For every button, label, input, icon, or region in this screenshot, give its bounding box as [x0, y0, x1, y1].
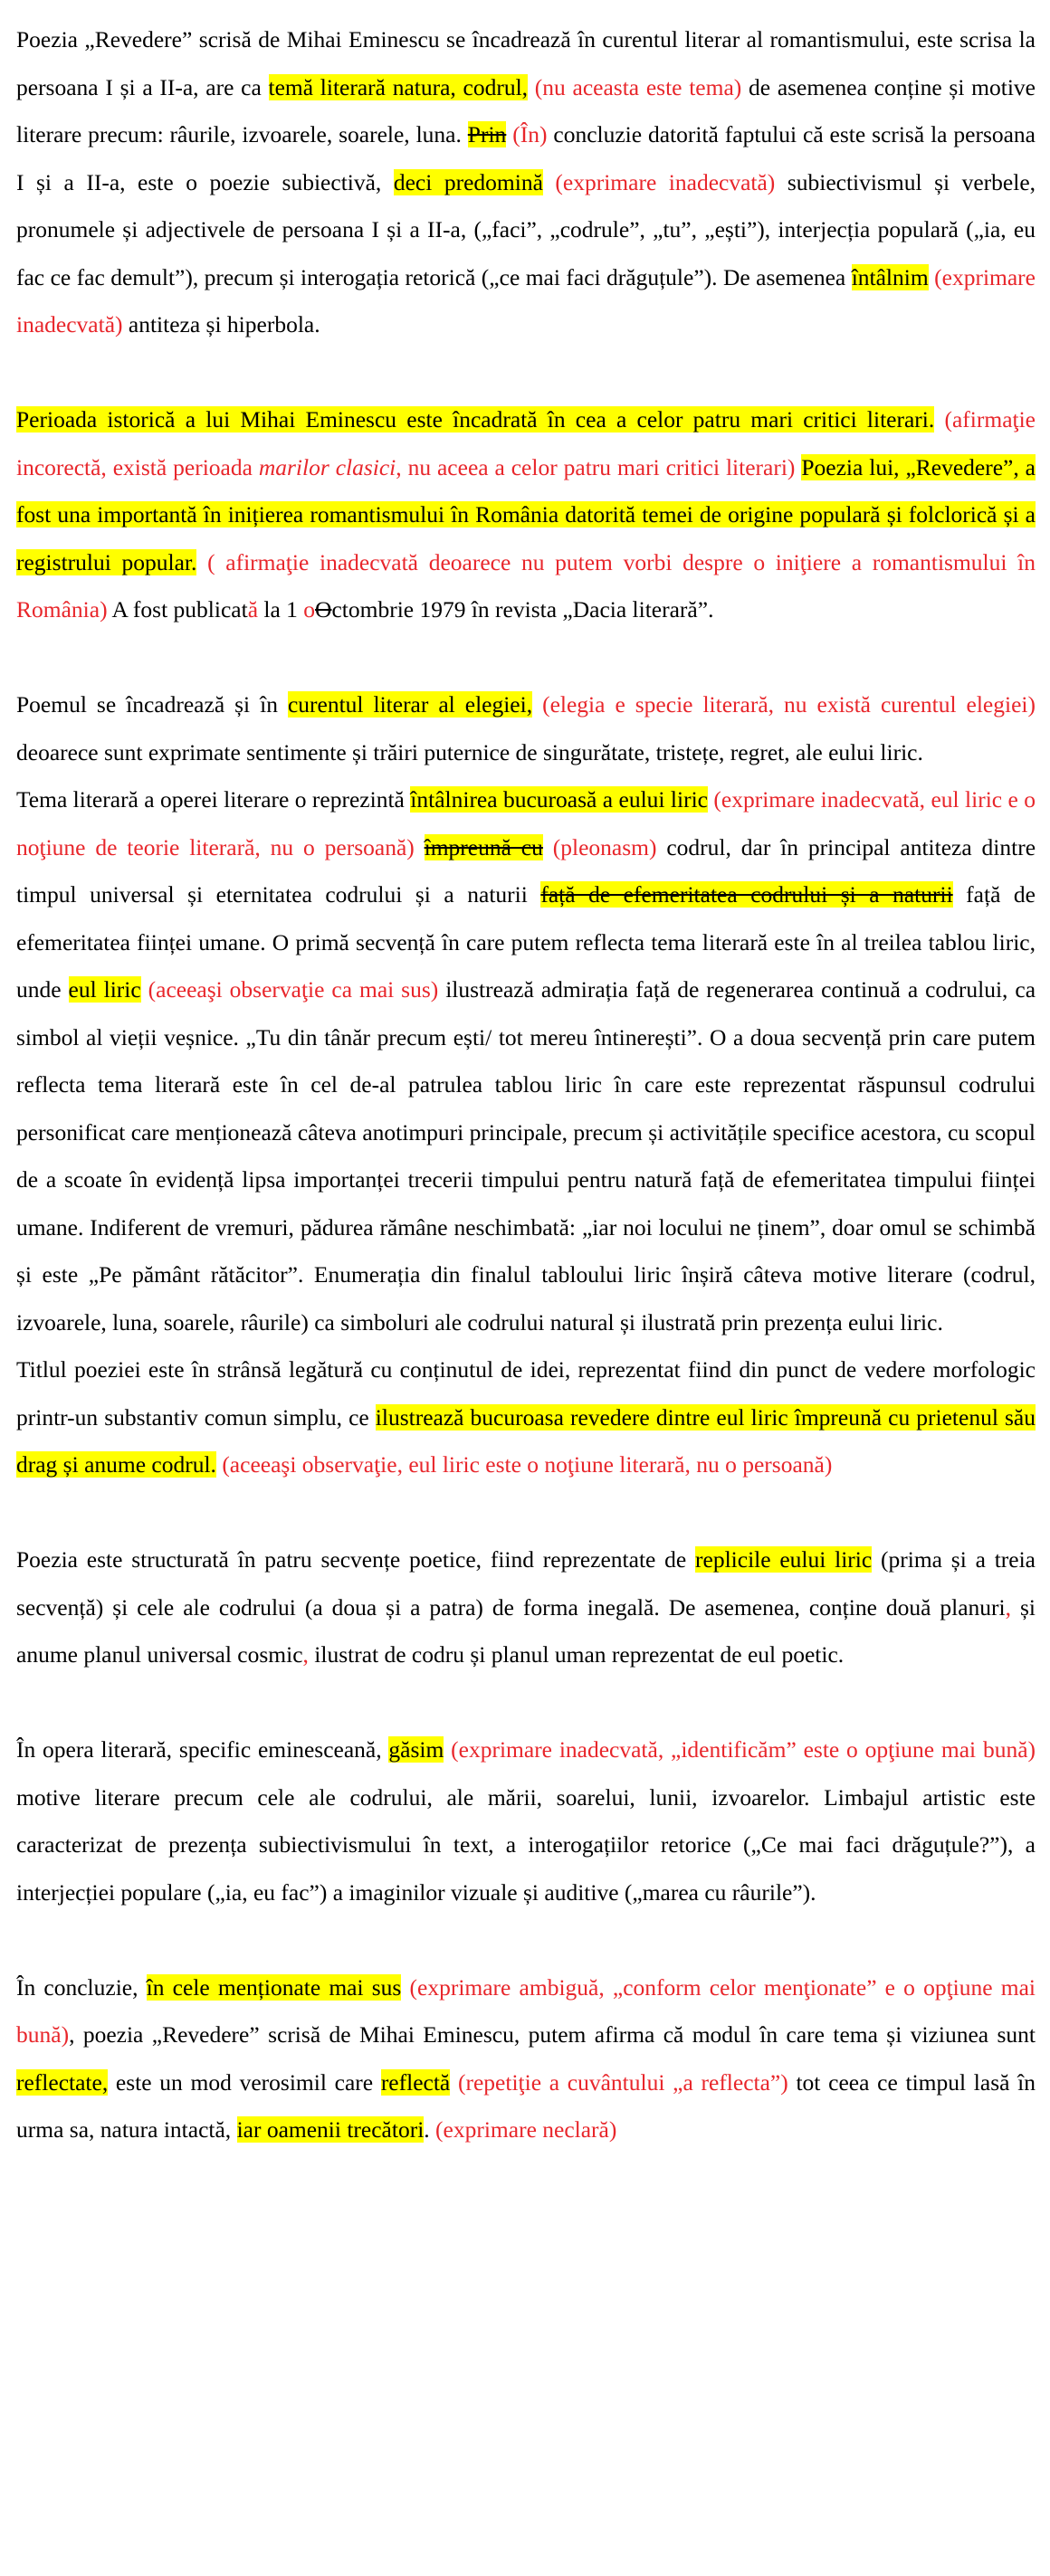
- text-run: (prima și a treia secvență) și cele ale codrului (a doua și a patra) de forma inegală. De asemenea, conține două planuri: [16, 1546, 1036, 1621]
- text-run: [141, 976, 148, 1003]
- correction-note: (exprimare inadecvată): [555, 168, 776, 195]
- text-run: codrul, dar în principal antiteza dintre timpul universal și eternitatea codrului și a naturii: [16, 833, 1036, 908]
- highlighted-text: Poezia lui, „Revedere”, a fost una importantă în inițierea romantismului în România datorită temei de origine populară și folclorică și a registrului popular.: [16, 453, 1036, 575]
- text-run: În opera literară, specific eminesceană,: [16, 1736, 389, 1763]
- text-run: [415, 834, 425, 860]
- correction-note: (nu aceasta este tema): [534, 73, 742, 100]
- text-run: tot ceea ce timpul lasă în urma sa, natura intactă,: [16, 2068, 1036, 2143]
- correction-note: (pleonasm): [552, 833, 657, 860]
- highlighted-text: temă literară natura, codrul,: [268, 73, 529, 100]
- paragraph: [16, 16, 1036, 349]
- text-run: de asemenea conține și motive literare precum: râurile, izvoarele, soarele, luna.: [16, 73, 1036, 147]
- text-run: la 1: [258, 596, 304, 623]
- correction-note: (exprimare ambiguă, „conform celor menţionate” e o opţiune mai bună): [16, 1973, 1036, 2048]
- text-run: [543, 834, 553, 860]
- text-run: , poezia „Revedere” scrisă de Mihai Eminescu, putem afirma că modul în care tema și viziunea sunt: [69, 2021, 1036, 2048]
- text-run: și anume planul universal cosmic: [16, 1593, 1036, 1668]
- correction-note: (afirmaţie incorectă, există perioada: [16, 406, 1036, 480]
- text-run: [401, 1974, 409, 2001]
- correction-note: (aceeaşi observaţie ca mai sus): [148, 976, 439, 1003]
- highlighted-text: în cele menționate mai sus: [146, 1973, 402, 2001]
- text-run: Poemul se încadrează și în: [16, 691, 288, 718]
- text-run: [934, 406, 944, 433]
- text-run: ilustrează admirația față de regenerarea continuă a codrului, ca simbol al vieții veșnice. „Tu din tânăr precum ești/ tot mereu întinerești”. O a doua secvență prin care putem reflecta tema literară este în cel de-al patrulea tablou liric în care este reprezentat răspunsul codrului personificat care menționează câteva anotimpuri principale, precum și activitățile specifice acestora, cu scopul de a scoate în evidență lipsa importanței trecerii timpului pentru natură față de efemeritatea timpului ființei umane. Indiferent de vremuri, pădurea rămâne neschimbată: „iar noi locului ne ținem”, doar omul se schimbă și este „Pe pământ rătăcitor”. Enumerația din finalul tabloului liric înșiră câteva motive literare (codrul, izvoarele, luna, soarele, râurile) ca simboluri ale codrului natural și ilustrată prin prezența eului liric.: [16, 976, 1036, 1336]
- text-run: [532, 691, 542, 718]
- text-run: față de efemeritatea ființei umane. O primă secvență în care putem reflecta tema literară este în al treilea tablou liric, unde: [16, 881, 1036, 1003]
- correction-note: o: [303, 596, 316, 623]
- deleted-text: O: [315, 596, 332, 623]
- text-run: motive literare precum cele ale codrului, ale mării, soarelui, lunii, izvoarelor. Limbajul artistic este caracterizat de prezența subiectivismului în text, a interogațiilor retorice („Ce mai faci drăguțule?”), a interjecției populare („ia, eu fac”) a imaginilor vizuale și auditive („marea cu râurile”).: [16, 1783, 1036, 1906]
- correction-note: ă: [247, 596, 259, 623]
- highlighted-text: reflectă: [380, 2068, 451, 2096]
- paragraph: [16, 396, 1036, 634]
- paragraph: [16, 681, 1036, 776]
- correction-note: (În): [512, 121, 548, 147]
- text-run: ilustrat de codru și planul uman reprezentat de eul poetic.: [308, 1641, 845, 1668]
- highlighted-text: găsim: [388, 1736, 444, 1763]
- correction-note: (exprimare inadecvată, „identificăm” este o opţiune mai bună): [451, 1736, 1036, 1763]
- text-run: [196, 549, 207, 575]
- text-run: Poezia „Revedere” scrisă de Mihai Eminescu se încadrează în curentul literar al romantismului, este scrisa la persoana I și a II-a, are ca: [16, 26, 1036, 100]
- highlighted-text: curentul literar al elegiei,: [287, 691, 533, 718]
- text-run: A fost publicat: [107, 596, 248, 623]
- text-run: antiteza și hiperbola.: [122, 311, 320, 337]
- highlighted-text: întâlnim: [851, 263, 929, 290]
- text-run: [528, 74, 535, 100]
- essay-document: [16, 16, 1036, 2154]
- text-run: Titlul poeziei este în strânsă legătură cu conținutul de idei, reprezentat fiind din punct de vedere morfologic printr-un substantiv comun simplu, ce: [16, 1356, 1036, 1431]
- text-run: este un mod verosimil care: [108, 2068, 381, 2096]
- paragraph: [16, 1346, 1036, 1489]
- highlighted-text: întâlnirea bucuroasă a eului liric: [410, 786, 708, 813]
- highlighted-text: iar oamenii trecători: [236, 2116, 425, 2143]
- correction-note-italic: marilor clasici: [258, 453, 396, 480]
- correction-note: (elegia e specie literară, nu există curentul elegiei): [542, 691, 1036, 718]
- paragraph: [16, 1536, 1036, 1679]
- correction-note: (repetiţie a cuvântului „a reflecta”): [457, 2068, 788, 2096]
- correction-note: (exprimare neclară): [435, 2116, 617, 2143]
- text-run: [543, 169, 556, 195]
- highlighted-text: reflectate,: [16, 2068, 109, 2096]
- highlighted-text: deci predomină: [393, 168, 543, 195]
- highlighted-text: Perioada istorică a lui Mihai Eminescu este încadrată în cea a celor patru mari critici literari.: [16, 406, 935, 433]
- correction-note: , nu aceea a celor patru mari critici literari): [396, 453, 796, 480]
- highlighted-deleted-text: față de efemeritatea codrului și a naturii: [540, 881, 953, 908]
- paragraph: [16, 1726, 1036, 1916]
- correction-note: (aceeaşi observaţie, eul liric este o noţiune literară, nu o persoană): [222, 1451, 833, 1478]
- text-run: [450, 2069, 458, 2096]
- highlighted-text: eul liric: [68, 976, 141, 1003]
- text-run: deoarece sunt exprimate sentimente și trăiri puternice de singurătate, tristețe, regret, ale eului liric.: [16, 738, 923, 765]
- correction-note: (exprimare inadecvată, eul liric e o noţiune de teorie literară, nu o persoană): [16, 786, 1036, 860]
- text-run: Poezia este structurată în patru secvențe poetice, fiind reprezentate de: [16, 1546, 696, 1573]
- highlighted-text: replicile eului liric: [695, 1546, 873, 1573]
- paragraph: [16, 1964, 1036, 2154]
- paragraph: [16, 776, 1036, 1346]
- text-run: În concluzie,: [16, 1973, 147, 2001]
- text-run: concluzie datorită faptului că este scrisă la persoana I și a II-a, este o poezie subiectivă,: [16, 121, 1036, 195]
- correction-note: ( afirmaţie inadecvată deoarece nu putem vorbi despre o iniţiere a romantismului în România): [16, 548, 1036, 623]
- correction-note: ,: [1005, 1593, 1012, 1621]
- text-run: .: [424, 2116, 436, 2143]
- text-run: [444, 1736, 451, 1763]
- correction-note: (exprimare inadecvată): [16, 263, 1036, 337]
- highlighted-deleted-text: Prin: [467, 121, 507, 147]
- highlighted-text: ilustrează bucuroasa revedere dintre eul liric împreună cu prietenul său drag și anume codrul.: [16, 1403, 1036, 1478]
- correction-note: ,: [302, 1641, 309, 1668]
- highlighted-deleted-text: împreună cu: [424, 833, 543, 860]
- text-run: subiectivismul și verbele, pronumele și adjectivele de persoana I și a II-a, („faci”, „codrule”, „tu”, „ești”), interjecția populară („ia, eu fac ce fac demult”), precum și interogația retorică („ce mai faci drăguțule”). De asemenea: [16, 168, 1036, 290]
- text-run: ctombrie 1979 în revista „Dacia literară”.: [331, 596, 714, 623]
- text-run: Tema literară a operei literare o reprezintă: [16, 786, 411, 813]
